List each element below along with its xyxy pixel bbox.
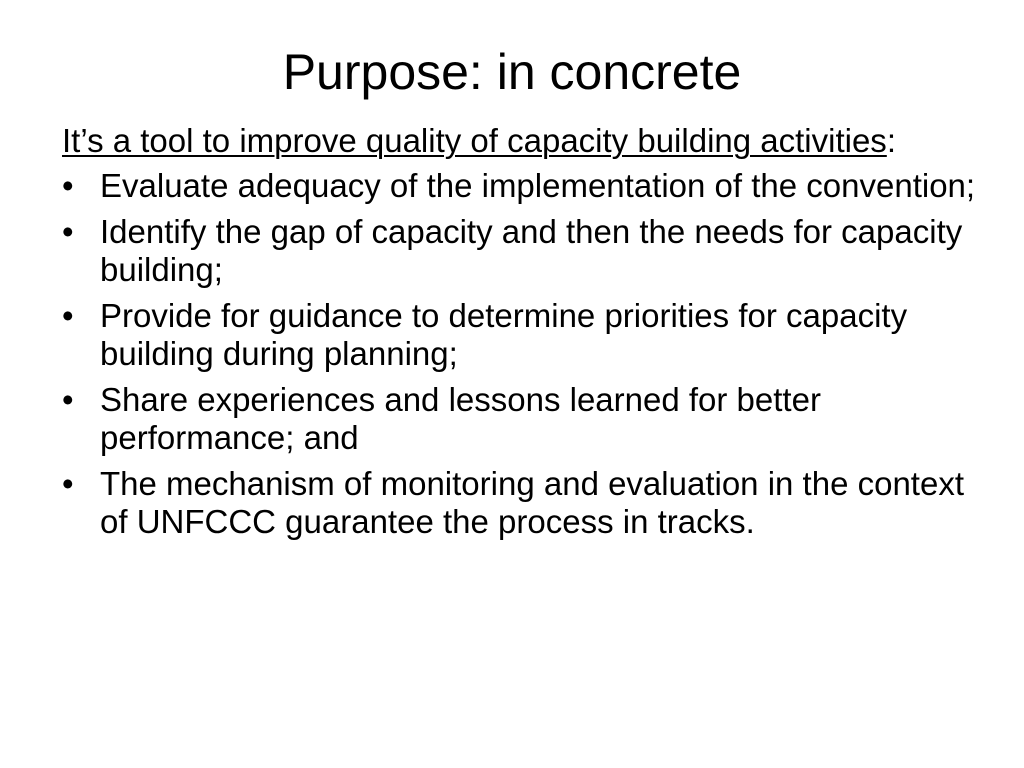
intro-underlined-text: It’s a tool to improve quality of capacity building activities <box>62 122 887 159</box>
bullet-icon: • <box>62 381 74 418</box>
bullet-text: Evaluate adequacy of the implementation of the convention; <box>100 167 976 204</box>
bullet-list <box>62 167 992 541</box>
slide-title: Purpose: in concrete <box>282 44 742 100</box>
list-item <box>62 381 992 457</box>
bullet-icon: • <box>62 297 74 334</box>
bullet-text: Share experiences and lessons learned for better performance; and <box>100 381 821 456</box>
bullet-icon: • <box>62 167 74 204</box>
slide-body <box>62 122 992 549</box>
bullet-text: The mechanism of monitoring and evaluation in the context of UNFCCC guarantee the process in tracks. <box>100 465 964 540</box>
intro-paragraph <box>62 122 992 160</box>
bullet-icon: • <box>62 213 74 250</box>
list-item <box>62 167 992 205</box>
bullet-text: Provide for guidance to determine priorities for capacity building during planning; <box>100 297 908 372</box>
list-item <box>62 213 992 289</box>
list-item <box>62 465 992 541</box>
bullet-icon: • <box>62 465 74 502</box>
list-item <box>62 297 992 373</box>
bullet-text: Identify the gap of capacity and then the needs for capacity building; <box>100 213 963 288</box>
intro-suffix: : <box>886 122 896 159</box>
